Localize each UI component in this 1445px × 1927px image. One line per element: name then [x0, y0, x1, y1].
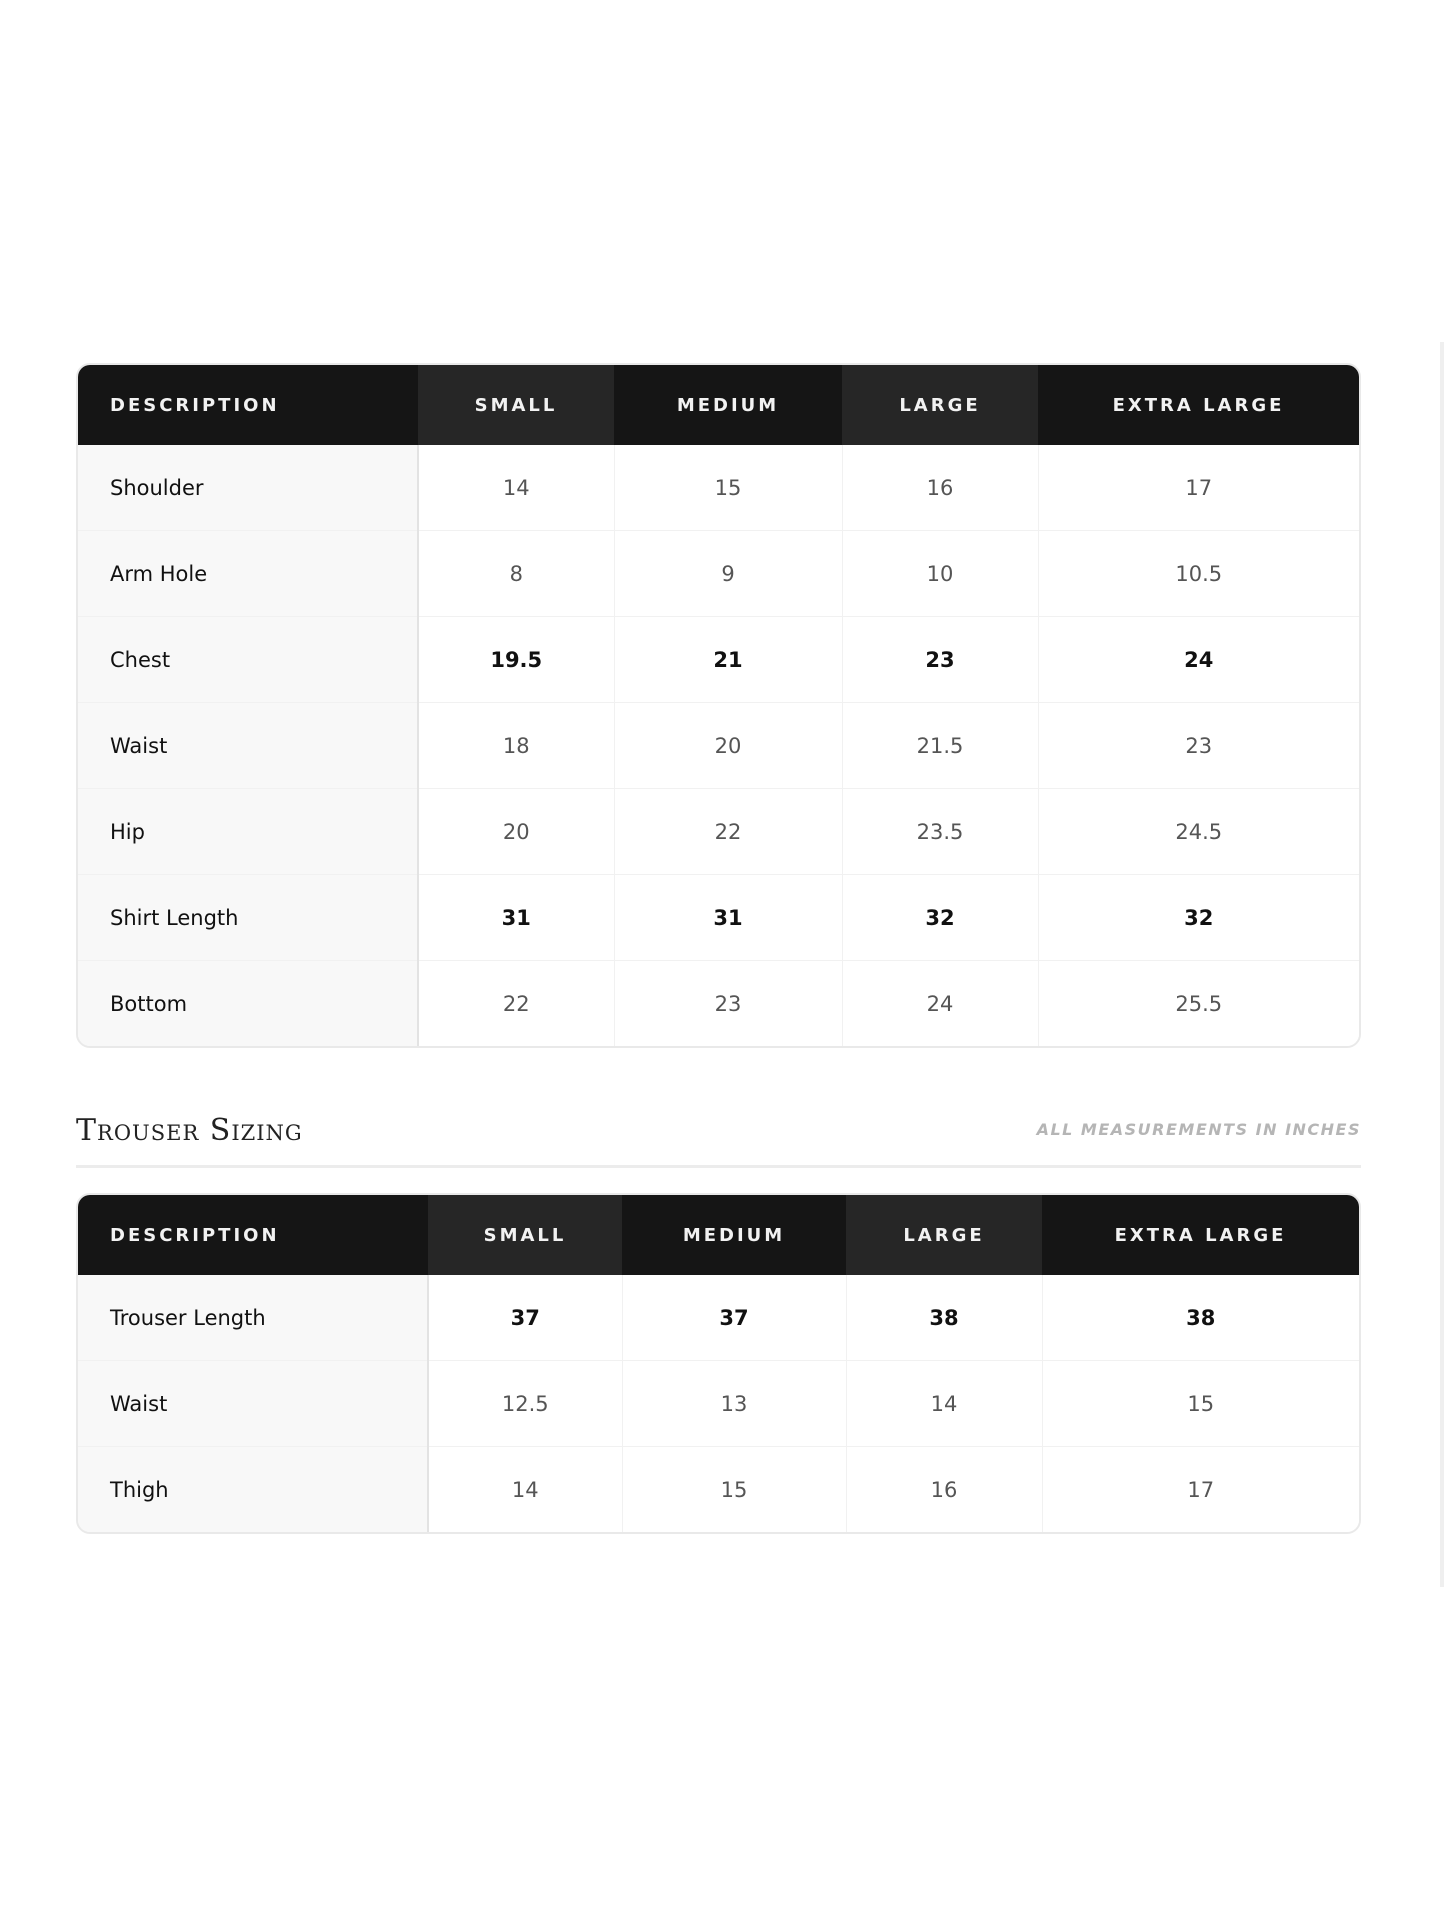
column-header-extra-large: EXTRA LARGE: [1042, 1195, 1359, 1275]
page-right-edge: [1440, 342, 1444, 1587]
cell-medium: 9: [614, 531, 842, 617]
cell-large: 14: [846, 1361, 1042, 1447]
table-header-row: [78, 365, 1359, 445]
cell-extra-large: 25.5: [1038, 961, 1359, 1047]
trouser-size-table: [76, 1193, 1361, 1534]
cell-medium: 37: [622, 1275, 846, 1361]
table-row: [78, 1447, 1359, 1533]
row-label: Thigh: [78, 1447, 428, 1533]
cell-small: 20: [418, 789, 614, 875]
cell-medium: 20: [614, 703, 842, 789]
cell-extra-large: 17: [1042, 1447, 1359, 1533]
cell-extra-large: 15: [1042, 1361, 1359, 1447]
row-label: Waist: [78, 1361, 428, 1447]
cell-extra-large: 17: [1038, 445, 1359, 531]
cell-small: 14: [428, 1447, 622, 1533]
column-header-medium: MEDIUM: [614, 365, 842, 445]
column-header-medium: MEDIUM: [622, 1195, 846, 1275]
table-row: [78, 875, 1359, 961]
cell-medium: 23: [614, 961, 842, 1047]
row-label: Waist: [78, 703, 418, 789]
cell-extra-large: 38: [1042, 1275, 1359, 1361]
row-label: Chest: [78, 617, 418, 703]
cell-extra-large: 24.5: [1038, 789, 1359, 875]
table-row: [78, 531, 1359, 617]
cell-large: 24: [842, 961, 1038, 1047]
cell-large: 21.5: [842, 703, 1038, 789]
cell-small: 19.5: [418, 617, 614, 703]
cell-small: 22: [418, 961, 614, 1047]
section-title: Trouser Sizing: [76, 1113, 303, 1148]
table-row: [78, 789, 1359, 875]
column-header-extra-large: EXTRA LARGE: [1038, 365, 1359, 445]
cell-medium: 31: [614, 875, 842, 961]
cell-medium: 21: [614, 617, 842, 703]
table-row: [78, 1361, 1359, 1447]
table-row: [78, 617, 1359, 703]
column-header-large: LARGE: [842, 365, 1038, 445]
column-header-description: DESCRIPTION: [78, 365, 418, 445]
table-header-row: [78, 1195, 1359, 1275]
cell-large: 16: [842, 445, 1038, 531]
cell-extra-large: 24: [1038, 617, 1359, 703]
table-row: [78, 1275, 1359, 1361]
row-label: Shoulder: [78, 445, 418, 531]
cell-large: 38: [846, 1275, 1042, 1361]
trouser-sizing-heading: [76, 1105, 1361, 1168]
row-label: Shirt Length: [78, 875, 418, 961]
cell-extra-large: 32: [1038, 875, 1359, 961]
cell-small: 12.5: [428, 1361, 622, 1447]
table-row: [78, 445, 1359, 531]
cell-large: 23.5: [842, 789, 1038, 875]
cell-large: 32: [842, 875, 1038, 961]
column-header-small: SMALL: [418, 365, 614, 445]
cell-medium: 22: [614, 789, 842, 875]
column-header-small: SMALL: [428, 1195, 622, 1275]
cell-medium: 15: [622, 1447, 846, 1533]
cell-medium: 15: [614, 445, 842, 531]
cell-small: 31: [418, 875, 614, 961]
measurement-unit-note: ALL MEASUREMENTS IN INCHES: [1036, 1120, 1361, 1139]
row-label: Trouser Length: [78, 1275, 428, 1361]
column-header-description: DESCRIPTION: [78, 1195, 428, 1275]
cell-large: 10: [842, 531, 1038, 617]
cell-large: 16: [846, 1447, 1042, 1533]
table-row: [78, 703, 1359, 789]
cell-medium: 13: [622, 1361, 846, 1447]
cell-small: 18: [418, 703, 614, 789]
cell-large: 23: [842, 617, 1038, 703]
cell-small: 14: [418, 445, 614, 531]
row-label: Hip: [78, 789, 418, 875]
row-label: Arm Hole: [78, 531, 418, 617]
kurta-size-table: [76, 363, 1361, 1048]
table-row: [78, 961, 1359, 1047]
column-header-large: LARGE: [846, 1195, 1042, 1275]
cell-extra-large: 10.5: [1038, 531, 1359, 617]
cell-small: 8: [418, 531, 614, 617]
row-label: Bottom: [78, 961, 418, 1047]
cell-small: 37: [428, 1275, 622, 1361]
cell-extra-large: 23: [1038, 703, 1359, 789]
